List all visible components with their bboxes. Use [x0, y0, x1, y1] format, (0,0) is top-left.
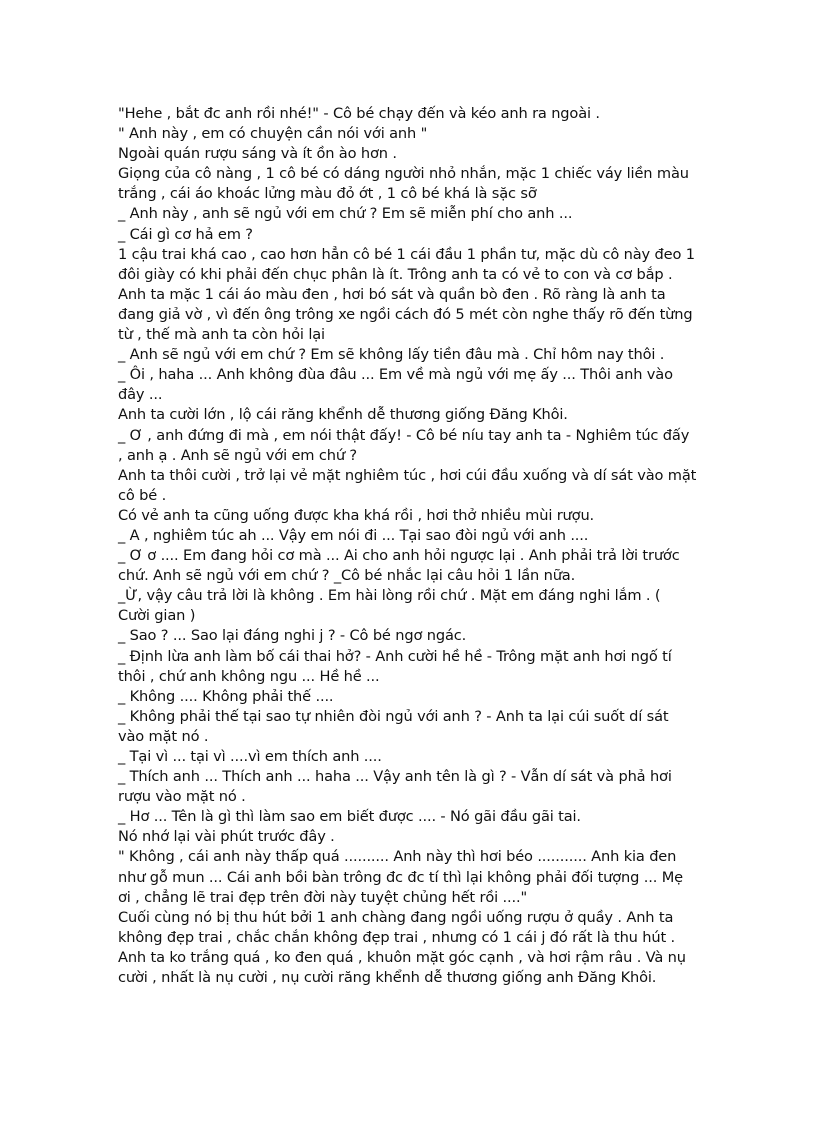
text-line: _ Không phải thế tại sao tự nhiên đòi ngủ với anh ? - Anh ta lại cúi suốt dí sát [118, 707, 669, 725]
text-line: chứ. Anh sẽ ngủ với em chứ ? _Cô bé nhắc lại câu hỏi 1 lần nữa. [118, 567, 576, 585]
text-line: cô bé . [118, 486, 167, 504]
text-line: _ Ơ ơ .... Em đang hỏi cơ mà ... Ai cho anh hỏi ngược lại . Anh phải trả lời trước [118, 547, 680, 565]
text-line: không đẹp trai , chắc chắn không đẹp trai , nhưng có 1 cái j đó rất là thu hút . [118, 928, 676, 946]
text-line: _ Ôi , haha ... Anh không đùa đâu ... Em về mà ngủ với mẹ ấy ... Thôi anh vào [118, 366, 673, 384]
text-line: Anh ta mặc 1 cái áo màu đen , hơi bó sát và quần bò đen . Rõ ràng là anh ta [118, 285, 666, 303]
text-line: _ Ơ , anh đứng đi mà , em nói thật đấy! - Cô bé níu tay anh ta - Nghiêm túc đấy [118, 426, 690, 444]
text-line: _ Anh sẽ ngủ với em chứ ? Em sẽ không lấy tiền đâu mà . Chỉ hôm nay thôi . [118, 346, 665, 364]
text-line: thôi , chứ anh không ngu ... Hề hề ... [118, 667, 380, 685]
text-line: _Ừ, vậy câu trả lời là không . Em hài lòng rồi chứ . Mặt em đáng nghi lắm . ( [118, 587, 661, 605]
text-line: _ Không .... Không phải thế .... [118, 687, 334, 705]
text-line: _ Tại vì ... tại vì ....vì em thích anh .... [118, 748, 382, 765]
text-line: _ Sao ? ... Sao lại đáng nghi j ? - Cô bé ngơ ngác. [118, 627, 467, 645]
text-line: Nó nhớ lại vài phút trước đây . [118, 828, 335, 846]
text-line: "Hehe , bắt đc anh rồi nhé!" - Cô bé chạy đến và kéo anh ra ngoài . [118, 105, 600, 122]
text-line: vào mặt nó . [118, 727, 209, 745]
text-line: Anh ta ko trắng quá , ko đen quá , khuôn mặt góc cạnh , và hơi rậm râu . Và nụ [118, 948, 686, 966]
text-line: _ Hơ ... Tên là gì thì làm sao em biết được .... - Nó gãi đầu gãi tai. [118, 808, 581, 826]
text-line: 1 cậu trai khá cao , cao hơn hẳn cô bé 1 cái đầu 1 phần tư, mặc dù cô này đeo 1 [118, 245, 695, 263]
text-line: Cười gian ) [118, 607, 196, 625]
text-line: _ A , nghiêm túc ah ... Vậy em nói đi ... Tại sao đòi ngủ với anh .... [118, 526, 589, 544]
text-line: cười , nhất là nụ cười , nụ cười răng khểnh dễ thương giống anh Đăng Khôi. [118, 969, 657, 987]
text-line: Giọng của cô nàng , 1 cô bé có dáng người nhỏ nhắn, mặc 1 chiếc váy liền màu [118, 165, 689, 183]
text-line: Cuối cùng nó bị thu hút bởi 1 anh chàng đang ngồi uống rượu ở quầy . Anh ta [118, 908, 674, 926]
text-line: _ Thích anh ... Thích anh ... haha ... Vậy anh tên là gì ? - Vẫn dí sát và phả hơi [118, 768, 672, 786]
text-line: Ngoài quán rượu sáng và ít ồn ào hơn . [118, 145, 397, 163]
text-line: từ , thế mà anh ta còn hỏi lại [118, 326, 325, 344]
text-line: _ Cái gì cơ hả em ? [118, 225, 253, 243]
text-line: rượu vào mặt nó . [118, 788, 246, 806]
text-line: như gỗ mun ... Cái anh bồi bàn trông đc đc tí thì lại không phải đối tượng ... Mẹ [118, 868, 683, 886]
text-line: " Anh này , em có chuyện cần nói với anh " [118, 125, 428, 143]
text-line: " Không , cái anh này thấp quá .......... Anh này thì hơi béo ........... Anh kia đen [118, 848, 677, 866]
text-line: trắng , cái áo khoác lửng màu đỏ ớt , 1 cô bé khá là sặc sỡ [118, 185, 537, 203]
text-line: Anh ta thôi cười , trở lại vẻ mặt nghiêm túc , hơi cúi đầu xuống và dí sát vào mặt [118, 466, 697, 484]
document-page [118, 104, 698, 988]
text-line: Có vẻ anh ta cũng uống được kha khá rồi , hơi thở nhiều mùi rượu. [118, 506, 595, 524]
text-line: đôi giày có khi phải đến chục phân là ít. Trông anh ta có vẻ to con và cơ bắp . [118, 265, 673, 283]
text-line: _ Anh này , anh sẽ ngủ với em chứ ? Em sẽ miễn phí cho anh ... [118, 205, 573, 223]
text-line: Anh ta cười lớn , lộ cái răng khểnh dễ thương giống Đăng Khôi. [118, 406, 568, 424]
text-line: đang giả vờ , vì đến ông trông xe ngồi cách đó 5 mét còn nghe thấy rõ đến từng [118, 305, 693, 323]
text-line: , anh ạ . Anh sẽ ngủ với em chứ ? [118, 446, 358, 464]
text-line: ơi , chẳng lẽ trai đẹp trên đời này tuyệt chủng hết rồi ...." [118, 888, 528, 906]
text-line: _ Định lừa anh làm bố cái thai hở? - Anh cười hề hề - Trông mặt anh hơi ngố tí [118, 647, 672, 665]
text-line: đây ... [118, 386, 163, 404]
